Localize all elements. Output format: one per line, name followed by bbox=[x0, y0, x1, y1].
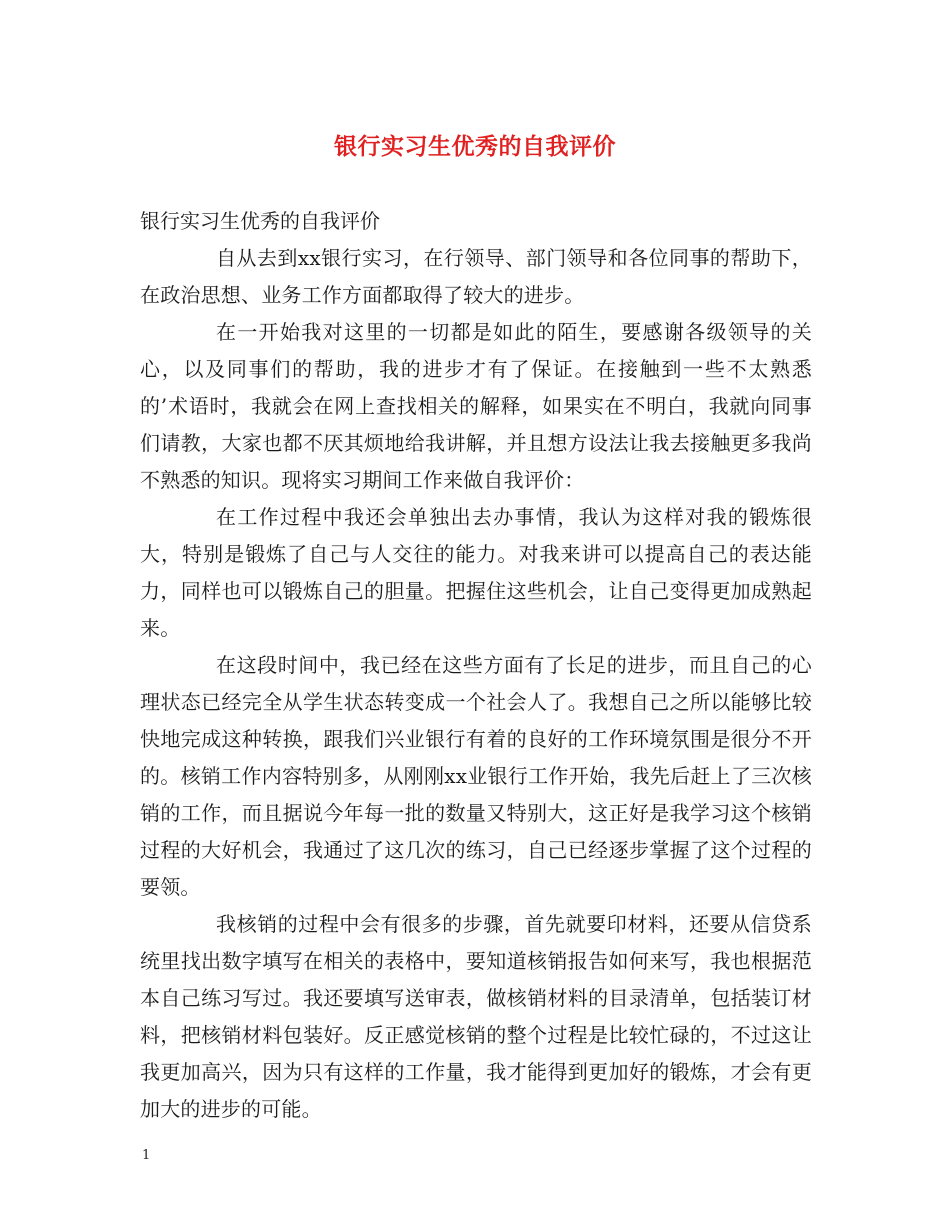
paragraph: 在一开始我对这里的一切都是如此的陌生，要感谢各级领导的关心，以及同事们的帮助，我的进步才有了保证。在接触到一些不太熟悉的’术语时，我就会在网上查找相关的解释，如果实在不明白，我就向同事们请教，大家也都不厌其烦地给我讲解，并且想方设法让我去接触更多我尚不熟悉的知识。现将实习期间工作来做自我评价： bbox=[140, 320, 812, 492]
page-number: 1 bbox=[142, 1148, 151, 1163]
document-subtitle: 银行实习生优秀的自我评价 bbox=[140, 209, 380, 233]
paragraph: 在这段时间中，我已经在这些方面有了长足的进步，而且自己的心理状态已经完全从学生状态转变成一个社会人了。我想自己之所以能够比较快地完成这种转换，跟我们兴业银行有着的良好的工作环境氛围是很分不开的。核销工作内容特别多，从刚刚xx业银行工作开始，我先后赶上了三次核销的工作，而且据说今年每一批的数量又特别大，这正好是我学习这个核销过程的大好机会，我通过了这几次的练习，自己已经逐步掌握了这个过程的要领。 bbox=[140, 653, 812, 899]
paragraph: 在工作过程中我还会单独出去办事情，我认为这样对我的锻炼很大，特别是锻炼了自己与人交往的能力。对我来讲可以提高自己的表达能力，同样也可以锻炼自己的胆量。把握住这些机会，让自己变得更加成熟起来。 bbox=[140, 505, 812, 640]
document-title: 银行实习生优秀的自我评价 bbox=[334, 133, 616, 160]
paragraph: 自从去到xx银行实习，在行领导、部门领导和各位同事的帮助下，在政治思想、业务工作方面都取得了较大的进步。 bbox=[140, 246, 812, 307]
paragraph: 我核销的过程中会有很多的步骤，首先就要印材料，还要从信贷系统里找出数字填写在相关的表格中，要知道核销报告如何来写，我也根据范本自己练习写过。我还要填写送审表，做核销材料的目录清单，包括装订材料，把核销材料包装好。反正感觉核销的整个过程是比较忙碌的，不过这让我更加高兴，因为只有这样的工作量，我才能得到更加好的锻炼，才会有更加大的进步的可能。 bbox=[140, 912, 812, 1121]
document-body bbox=[140, 203, 812, 1128]
